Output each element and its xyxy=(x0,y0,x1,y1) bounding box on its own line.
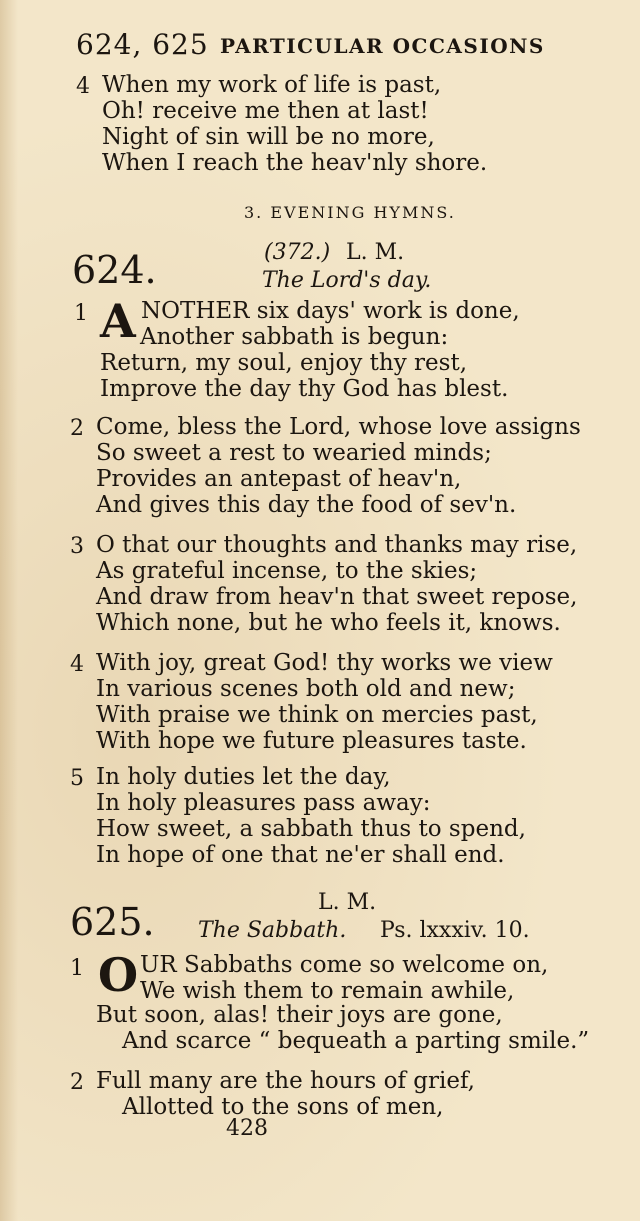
verse-line: And gives this day the food of sev'n. xyxy=(96,492,517,518)
verse-line: Oh! receive me then at last! xyxy=(102,98,429,124)
verse-line: Provides an antepast of heav'n, xyxy=(96,466,462,492)
hymn-title: The Sabbath. xyxy=(198,918,347,943)
verse-line: In holy pleasures pass away: xyxy=(96,790,431,816)
verse-line: With joy, great God! thy works we view xyxy=(96,650,553,676)
drop-cap: O xyxy=(98,948,139,1002)
verse-line: NOTHER six days' work is done, xyxy=(141,298,520,324)
verse-number: 1 xyxy=(70,956,84,981)
hymn-number: 624. xyxy=(72,248,157,292)
verse-number: 2 xyxy=(70,1070,84,1095)
verse-number: 4 xyxy=(70,652,84,677)
verse-line: In holy duties let the day, xyxy=(96,764,391,790)
verse-number: 2 xyxy=(70,416,84,441)
verse-number: 5 xyxy=(70,766,84,791)
verse-line: Night of sin will be no more, xyxy=(102,124,435,150)
verse-number: 3 xyxy=(70,534,84,559)
verse-line: Improve the day thy God has blest. xyxy=(100,376,509,402)
hymn-number: 625. xyxy=(70,900,155,944)
verse-line: UR Sabbaths come so welcome on, xyxy=(140,952,549,978)
section-heading: 3. EVENING HYMNS. xyxy=(244,203,456,222)
verse-line: With hope we future pleasures taste. xyxy=(96,728,527,754)
verse-line: We wish them to remain awhile, xyxy=(140,978,515,1004)
verse-line: Full many are the hours of grief, xyxy=(96,1068,475,1094)
verse-line: In various scenes both old and new; xyxy=(96,676,516,702)
verse-line: Allotted to the sons of men, xyxy=(122,1094,444,1120)
hymn-reference: (372.) xyxy=(264,240,331,265)
verse-line: Return, my soul, enjoy thy rest, xyxy=(100,350,468,376)
verse-line: Come, bless the Lord, whose love assigns xyxy=(96,414,581,440)
hymn-meter: L. M. xyxy=(318,890,377,915)
verse-line: And draw from heav'n that sweet repose, xyxy=(96,584,578,610)
verse-number: 4 xyxy=(76,74,90,99)
header-title: PARTICULAR OCCASIONS xyxy=(220,34,545,58)
verse-line: When I reach the heav'nly shore. xyxy=(102,150,488,176)
verse-line: Which none, but he who feels it, knows. xyxy=(96,610,561,636)
page-number: 428 xyxy=(226,1116,268,1141)
verse-line: But soon, alas! their joys are gone, xyxy=(96,1002,503,1028)
verse-line: With praise we think on mercies past, xyxy=(96,702,538,728)
verse-line: So sweet a rest to wearied minds; xyxy=(96,440,492,466)
verse-line: In hope of one that ne'er shall end. xyxy=(96,842,505,868)
verse-line: When my work of life is past, xyxy=(102,72,442,98)
verse-number: 1 xyxy=(74,301,88,326)
hymn-meter: L. M. xyxy=(346,240,405,265)
scripture-reference: Ps. lxxxiv. 10. xyxy=(380,918,530,943)
verse-line: O that our thoughts and thanks may rise, xyxy=(96,532,578,558)
header-hymn-numbers: 624, 625 xyxy=(76,28,209,61)
drop-cap: A xyxy=(100,294,136,348)
verse-line: And scarce “ bequeath a parting smile.” xyxy=(122,1028,590,1054)
verse-line: How sweet, a sabbath thus to spend, xyxy=(96,816,526,842)
verse-line: Another sabbath is begun: xyxy=(140,324,449,350)
verse-line: As grateful incense, to the skies; xyxy=(96,558,478,584)
hymn-title: The Lord's day. xyxy=(262,268,432,293)
